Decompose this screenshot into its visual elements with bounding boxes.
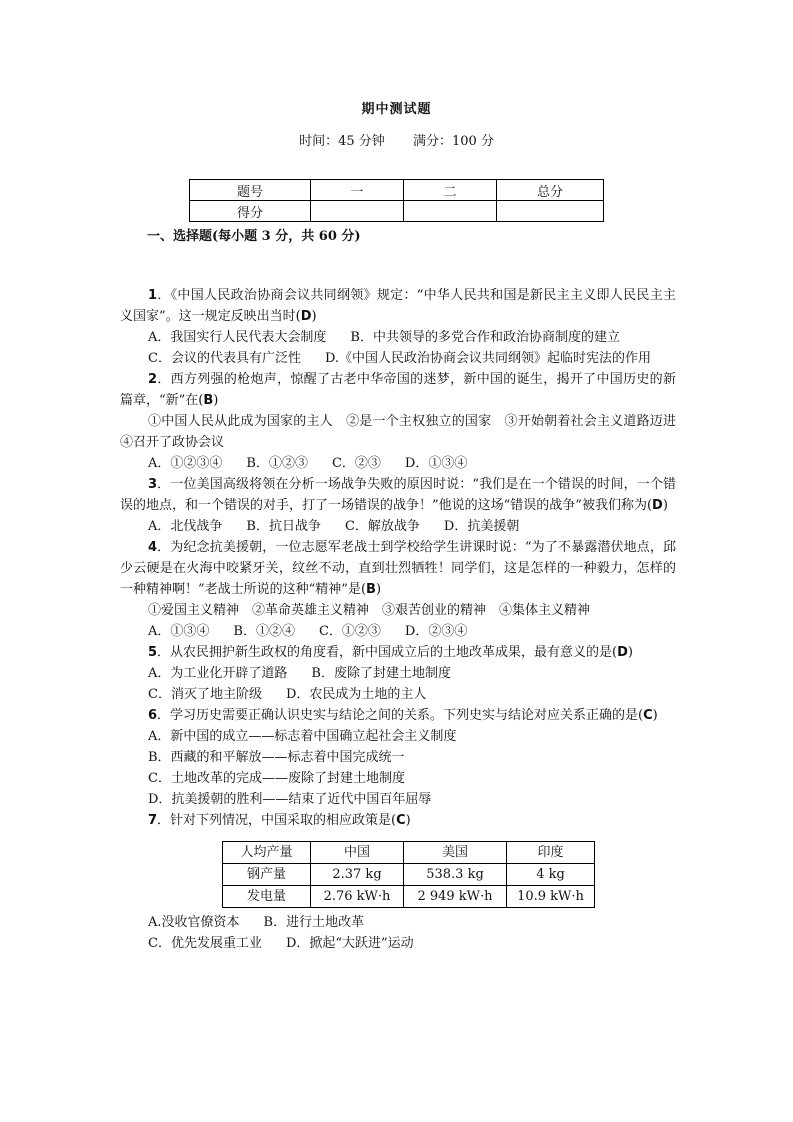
question-items: ①中国人民从此成为国家的主人 ②是一个主权独立的国家 ③开始朝着社会主义道路迈进 ④召开了政协会议 (120, 414, 690, 450)
table-cell (497, 201, 604, 222)
table-row (223, 886, 595, 908)
option-b: B．①②④ (233, 624, 295, 639)
option-row (120, 327, 676, 348)
option-b: B．抗日战争 (246, 519, 321, 534)
paren-close: ) (627, 645, 633, 660)
option-row (120, 663, 676, 684)
option-row (120, 621, 676, 642)
question-text: ．《中国人民政治协商会议共同纲领》规定：“中华人民共和国是新民主主义即人民民主主义国家”。这一规定反映出当时( (120, 288, 676, 324)
option-row (120, 933, 676, 954)
option-d: D.《中国人民政治协商会议共同纲领》起临时宪法的作用 (324, 351, 652, 366)
question-number: 5 (148, 645, 158, 660)
paren-close: ) (662, 498, 668, 513)
paren-close: ) (405, 813, 411, 828)
questions (120, 285, 690, 954)
table-cell: 美国 (404, 842, 507, 864)
question-text: ．针对下列情况，中国采取的相应政策是( (157, 813, 397, 828)
table-row (223, 842, 595, 864)
answer: C (396, 813, 406, 828)
option-a: A．①③④ (148, 624, 210, 639)
table-cell: 钢产量 (223, 864, 311, 886)
full-score: 满分：100 分 (412, 134, 494, 149)
question-4 (120, 537, 676, 600)
question-text: ．西方列强的枪炮声，惊醒了古老中华帝国的迷梦，新中国的诞生，揭开了中国历史的新篇章，“新”在( (120, 372, 676, 408)
option-a: A.没收官僚资本 (148, 915, 240, 930)
option-a: A．我国实行人民代表大会制度 (148, 330, 327, 345)
table-cell: 538.3 kg (404, 864, 507, 886)
question-number: 3 (148, 477, 158, 492)
option-b: B．①②③ (246, 456, 308, 471)
question-3 (120, 474, 676, 516)
answer: D (617, 645, 628, 660)
question-items: ①爱国主义精神 ②革命英雄主义精神 ③艰苦创业的精神 ④集体主义精神 (148, 603, 591, 618)
question-text: ．学习历史需要正确认识史实与结论之间的关系。下列史实与结论对应关系正确的是( (157, 708, 644, 723)
option-d: D．抗美援朝的胜利——结束了近代中国百年屈辱 (148, 792, 432, 807)
table-cell: 10.9 kW·h (507, 886, 595, 908)
option-c: C．优先发展重工业 (148, 936, 262, 951)
option-b: B．西藏的和平解放——标志着中国完成统一 (148, 750, 405, 765)
option-c: C．①②③ (318, 624, 381, 639)
table-row (190, 201, 604, 222)
question-text: ．从农民拥护新生政权的角度看，新中国成立后的土地改革成果，最有意义的是( (157, 645, 618, 660)
option-c: C．解放战争 (344, 519, 420, 534)
option-a: A．为工业化开辟了道路 (148, 666, 288, 681)
option-row (120, 453, 676, 474)
option-row (120, 348, 676, 369)
option-c: C．土地改革的完成——废除了封建土地制度 (148, 771, 405, 786)
option-c: C．消灭了地主阶级 (148, 687, 262, 702)
answer: D (300, 309, 312, 324)
option-a: A．①②③④ (148, 456, 223, 471)
table-cell (311, 201, 404, 222)
question-number: 2 (148, 372, 158, 387)
option-d: D．抗美援朝 (443, 519, 520, 534)
option-row (120, 516, 676, 537)
page-title: 期中测试题 (361, 102, 432, 117)
option-b: B．中共领导的多党合作和政治协商制度的建立 (350, 330, 620, 345)
question-7 (120, 810, 676, 831)
option-d: D．①③④ (404, 456, 468, 471)
production-table (222, 841, 595, 908)
table-cell: 一 (311, 180, 404, 201)
question-5 (120, 642, 676, 663)
paren-close: ) (311, 309, 317, 324)
table-cell: 2 949 kW·h (404, 886, 507, 908)
answer: B (366, 582, 376, 597)
option-c: C．会议的代表具有广泛性 (148, 351, 301, 366)
question-1 (120, 285, 676, 327)
table-cell: 2.37 kg (311, 864, 404, 886)
table-cell: 印度 (507, 842, 595, 864)
option-d: D．农民成为土地的主人 (285, 687, 427, 702)
score-table (189, 179, 604, 222)
question-2 (120, 369, 676, 411)
table-cell: 2.76 kW·h (311, 886, 404, 908)
table-cell: 二 (404, 180, 497, 201)
question-number: 7 (148, 813, 158, 828)
time-limit: 时间：45 分钟 (299, 134, 385, 149)
table-cell: 题号 (190, 180, 311, 201)
answer: D (652, 498, 663, 513)
answer: C (643, 708, 653, 723)
option-b: B．进行土地改革 (263, 915, 365, 930)
table-row (190, 180, 604, 201)
question-number: 4 (148, 540, 158, 555)
table-cell: 总分 (497, 180, 604, 201)
paren-close: ) (213, 393, 219, 408)
question-number: 1 (148, 288, 158, 303)
question-text: ．一位美国高级将领在分析一场战争失败的原因时说：“我们是在一个错误的时间，一个错误的地点，和一个错误的对手，打了一场错误的战争！”他说的这场“错误的战争”被我们称为( (120, 477, 676, 513)
option-d: D．掀起“大跃进”运动 (285, 936, 414, 951)
table-cell: 人均产量 (223, 842, 311, 864)
option-row (120, 684, 676, 705)
option-row (120, 912, 676, 933)
paren-close: ) (375, 582, 382, 597)
question-text: ．为纪念抗美援朝，一位志愿军老战士到学校给学生讲课时说：“为了不暴露潜伏地点，邱少云硬是在火海中咬紧牙关，纹丝不动，直到壮烈牺牲！同学们，这是怎样的一种毅力，怎样的一种精神啊！”老战士所说的这种“精神”是( (120, 540, 676, 597)
paren-close: ) (652, 708, 658, 723)
option-d: D．②③④ (404, 624, 468, 639)
table-cell: 中国 (311, 842, 404, 864)
answer: B (203, 393, 214, 408)
option-a: A．北伐战争 (148, 519, 223, 534)
section-heading: 一、选择题(每小题 3 分，共 60 分) (147, 229, 361, 244)
option-c: C．②③ (331, 456, 381, 471)
table-cell: 发电量 (223, 886, 311, 908)
exam-meta (0, 130, 793, 149)
table-cell (404, 201, 497, 222)
table-row (223, 864, 595, 886)
table-cell: 得分 (190, 201, 311, 222)
question-6 (120, 705, 676, 726)
table-cell: 4 kg (507, 864, 595, 886)
option-a: A．新中国的成立——标志着中国确立起社会主义制度 (148, 729, 457, 744)
option-b: B．废除了封建土地制度 (311, 666, 451, 681)
question-number: 6 (148, 708, 158, 723)
